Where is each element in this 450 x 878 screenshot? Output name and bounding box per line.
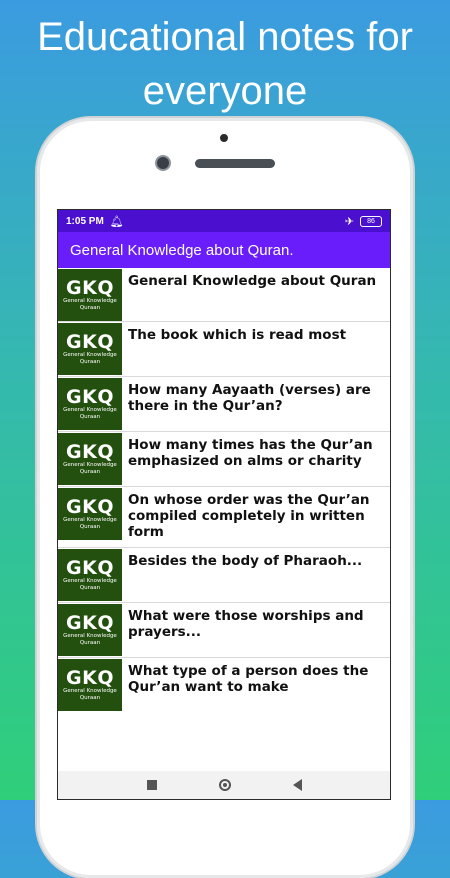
gkq-logo-icon bbox=[58, 433, 122, 485]
bell-icon: 🔔︎ bbox=[109, 215, 124, 228]
airplane-icon: ✈ bbox=[344, 215, 354, 228]
gkq-logo-icon bbox=[58, 659, 122, 711]
gkq-logo-icon bbox=[58, 549, 122, 601]
list-item-title: What type of a person does the Qur’an want to make bbox=[128, 663, 369, 695]
promo-headline-line1: Educational notes for bbox=[37, 15, 413, 59]
app-bar-title: General Knowledge about Quran. bbox=[70, 241, 294, 259]
logo-text: GKQ bbox=[66, 277, 114, 299]
topic-list bbox=[58, 268, 390, 703]
battery-level: 86 bbox=[367, 217, 375, 225]
battery-icon bbox=[360, 216, 382, 227]
logo-subtext: General Knowledge bbox=[63, 352, 117, 358]
proximity-sensor bbox=[220, 134, 228, 142]
logo-text: GKQ bbox=[66, 441, 114, 463]
logo-text: GKQ bbox=[66, 612, 114, 634]
system-nav-bar bbox=[58, 771, 390, 799]
front-camera bbox=[157, 157, 169, 169]
logo-subtext-2: Quraan bbox=[79, 359, 101, 365]
status-time: 1:05 PM bbox=[66, 215, 104, 227]
list-item[interactable] bbox=[58, 322, 390, 377]
promo-headline bbox=[0, 10, 450, 118]
list-item[interactable] bbox=[58, 377, 390, 432]
gkq-logo-icon bbox=[58, 378, 122, 430]
gkq-logo-icon bbox=[58, 323, 122, 375]
logo-subtext: General Knowledge bbox=[63, 462, 117, 468]
logo-subtext-2: Quraan bbox=[79, 469, 101, 475]
logo-subtext: General Knowledge bbox=[63, 407, 117, 413]
phone-screen bbox=[57, 209, 391, 800]
list-item[interactable] bbox=[58, 603, 390, 658]
list-item[interactable] bbox=[58, 658, 390, 703]
earpiece-speaker bbox=[195, 159, 275, 168]
home-icon[interactable] bbox=[219, 779, 231, 791]
list-item-title: The book which is read most bbox=[128, 327, 347, 343]
logo-subtext: General Knowledge bbox=[63, 578, 117, 584]
app-bar bbox=[58, 232, 390, 268]
gkq-logo-icon bbox=[58, 269, 122, 321]
back-icon[interactable] bbox=[293, 779, 302, 791]
logo-text: GKQ bbox=[66, 386, 114, 408]
list-item-title: Besides the body of Pharaoh... bbox=[128, 553, 363, 569]
promo-headline-line2: everyone bbox=[142, 69, 308, 113]
logo-text: GKQ bbox=[66, 496, 114, 518]
list-item-title: General Knowledge about Quran bbox=[128, 273, 377, 289]
logo-subtext-2: Quraan bbox=[79, 585, 101, 591]
logo-subtext: General Knowledge bbox=[63, 517, 117, 523]
logo-text: GKQ bbox=[66, 331, 114, 353]
list-item[interactable] bbox=[58, 487, 390, 548]
logo-text: GKQ bbox=[66, 667, 114, 689]
status-bar bbox=[58, 210, 390, 232]
recents-icon[interactable] bbox=[147, 780, 157, 790]
logo-text: GKQ bbox=[66, 557, 114, 579]
logo-subtext-2: Quraan bbox=[79, 695, 101, 701]
list-item[interactable] bbox=[58, 432, 390, 487]
gkq-logo-icon bbox=[58, 488, 122, 540]
list-item[interactable] bbox=[58, 548, 390, 603]
logo-subtext: General Knowledge bbox=[63, 633, 117, 639]
list-item[interactable] bbox=[58, 268, 390, 322]
list-item-title: How many times has the Qur’an emphasized on alms or charity bbox=[128, 437, 373, 469]
logo-subtext-2: Quraan bbox=[79, 640, 101, 646]
logo-subtext: General Knowledge bbox=[63, 688, 117, 694]
logo-subtext-2: Quraan bbox=[79, 305, 101, 311]
list-item-title: What were those worships and prayers... bbox=[128, 608, 364, 640]
logo-subtext-2: Quraan bbox=[79, 414, 101, 420]
list-item-title: How many Aayaath (verses) are there in the Qur’an? bbox=[128, 382, 371, 414]
list-item-title: On whose order was the Qur’an compiled completely in written form bbox=[128, 492, 370, 540]
logo-subtext-2: Quraan bbox=[79, 524, 101, 530]
logo-subtext: General Knowledge bbox=[63, 298, 117, 304]
gkq-logo-icon bbox=[58, 604, 122, 656]
